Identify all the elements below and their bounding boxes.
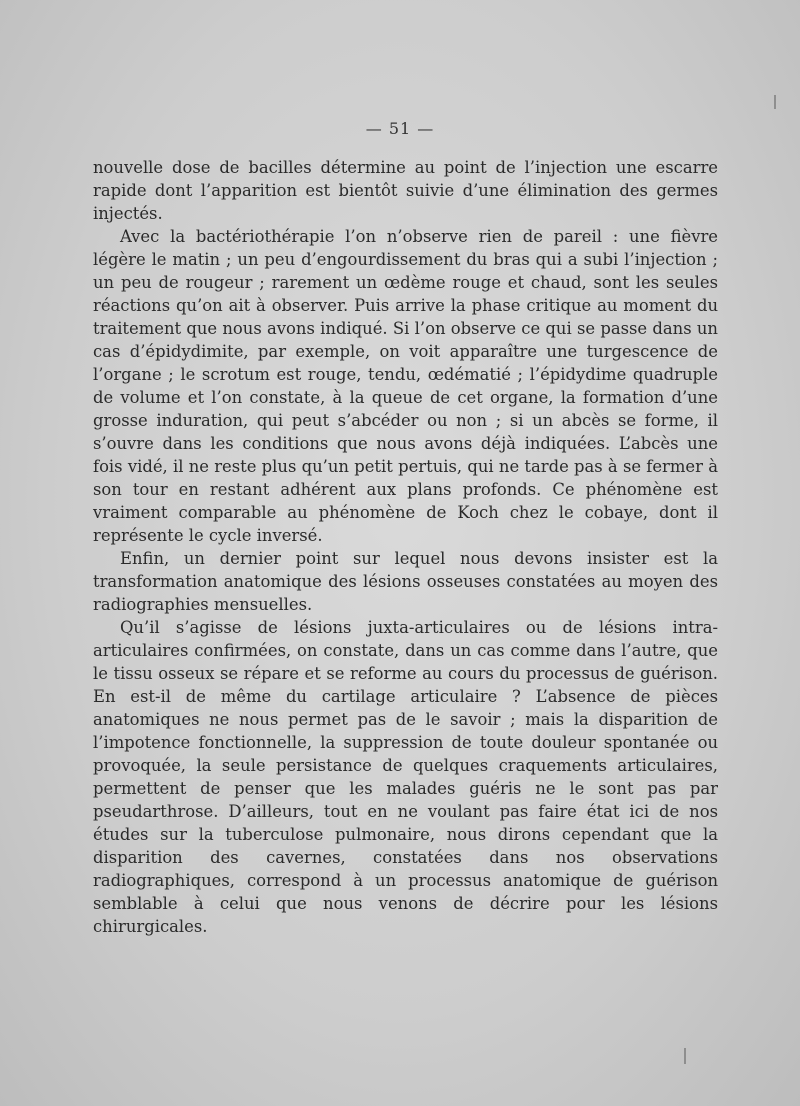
- margin-mark: [774, 95, 776, 109]
- paragraph-continuation: nouvelle dose de bacilles détermine au point de l’injection une escarre rapide dont l’apparition est bientôt suivie d’une élimination des germes injectés.: [93, 158, 718, 223]
- paragraph-bacteriotherapy: Avec la bactériothérapie l’on n’observe rien de pareil : une fièvre légère le matin ; un peu d’engourdissement du bras qui a subi l’injection ; un peu de rougeur ; rarement un œdème rouge et chaud, sont les seules réactions qu’on ait à observer. Puis arrive la phase critique au moment du traitement que nous avons indiqué. Si l’on observe ce qui se passe dans un cas d’épidydimite, par exemple, on voit apparaître une turgescence de l’organe ; le scrotum est rouge, tendu, œdématié ; l’épidydime quadruple de volume et l’on constate, à la queue de cet organe, la formation d’une grosse induration, qui peut s’abcéder ou non ; si un abcès se forme, il s’ouvre dans les conditions que nous avons déjà indiquées. L’abcès une fois vidé, il ne reste plus qu’un petit pertuis, qui ne tarde pas à se fermer à son tour en restant adhérent aux plans profonds. Ce phénomène est vraiment comparable au phénomène de Koch chez le cobaye, dont il représente le cycle inversé.: [93, 227, 718, 545]
- body-text: [93, 156, 718, 938]
- paragraph-lesions: Qu’il s’agisse de lésions juxta-articulaires ou de lésions intra-articulaires confirmées, on constate, dans un cas comme dans l’autre, que le tissu osseux se répare et se reforme au cours du processus de guérison. En est-il de même du cartilage articulaire ? L’absence de pièces anatomiques ne nous permet pas de le savoir ; mais la disparition de l’impotence fonctionnelle, la suppression de toute douleur spontanée ou provoquée, la seule persistance de quelques craquements articulaires, permettent de penser que les malades guéris ne le sont pas par pseudarthrose. D’ailleurs, tout en ne voulant pas faire état ici de nos études sur la tuberculose pulmonaire, nous dirons cependant que la disparition des cavernes, constatées dans nos observations radiographiques, correspond à un processus anatomique de guérison semblable à celui que nous venons de décrire pour les lésions chirurgicales.: [93, 618, 718, 936]
- paragraph-transformation: Enfin, un dernier point sur lequel nous devons insister est la transformation anatomique des lésions osseuses constatées au moyen des radiographies mensuelles.: [93, 549, 718, 614]
- margin-mark-bottom: [684, 1048, 686, 1064]
- page-number: — 51 —: [365, 119, 435, 138]
